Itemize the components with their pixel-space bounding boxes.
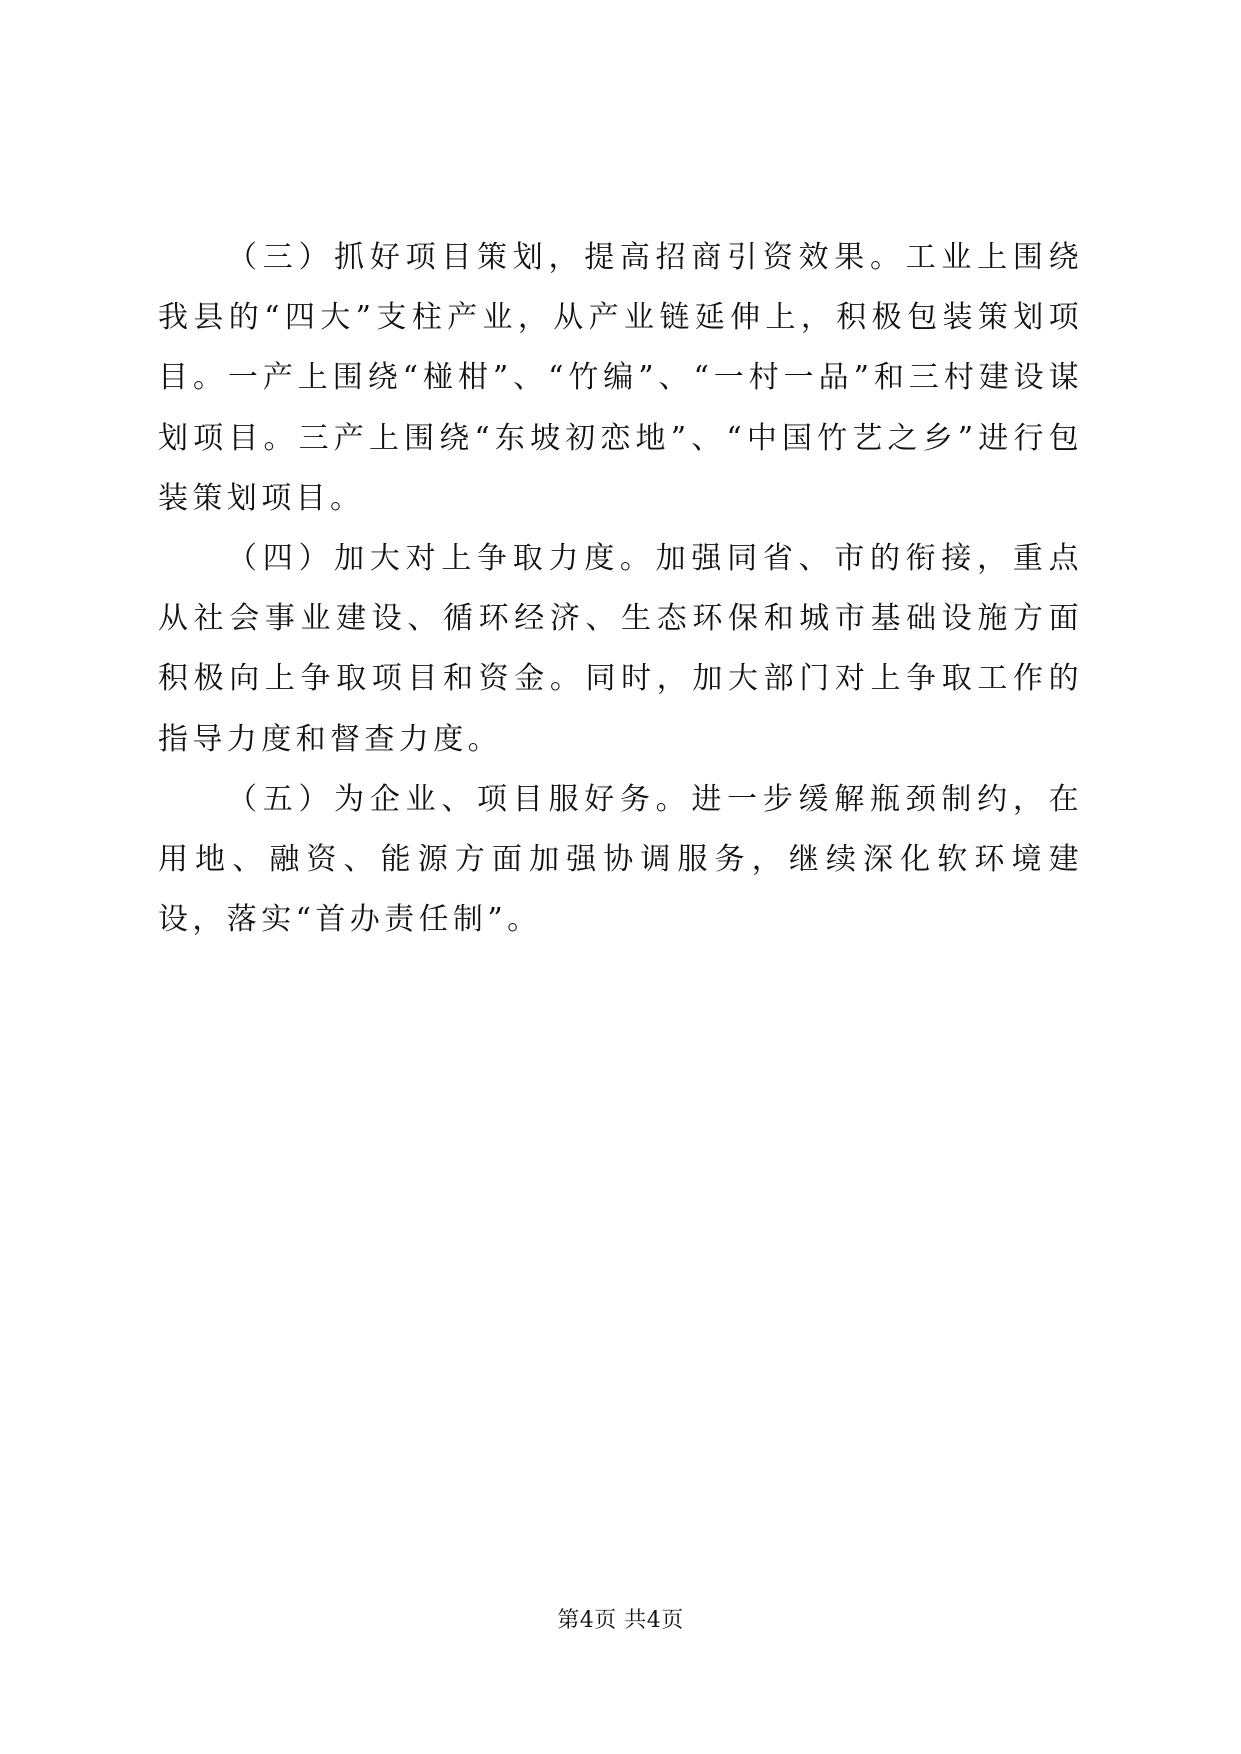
paragraph-5-enterprise-service: （五）为企业、项目服好务。进一步缓解瓶颈制约，在用地、融资、能源方面加强协调服务，继续深化软环境建设，落实“首办责任制”。	[158, 781, 1083, 938]
paragraph-4-higher-level-support: （四）加大对上争取力度。加强同省、市的衔接，重点从社会事业建设、循环经济、生态环保和城市基础设施方面积极向上争取项目和资金。同时，加大部门对上争取工作的指导力度和督查力度。	[158, 541, 1083, 757]
document-body	[158, 228, 1083, 950]
page-number-footer: 第4页 共4页	[557, 1608, 684, 1633]
paragraph-3-project-planning: （三）抓好项目策划，提高招商引资效果。工业上围绕我县的“四大”支柱产业，从产业链延伸上，积极包装策划项目。一产上围绕“椪柑”、“竹编”、“一村一品”和三村建设谋划项目。三产上围绕“东坡初恋地”、“中国竹艺之乡”进行包装策划项目。	[158, 240, 1083, 516]
